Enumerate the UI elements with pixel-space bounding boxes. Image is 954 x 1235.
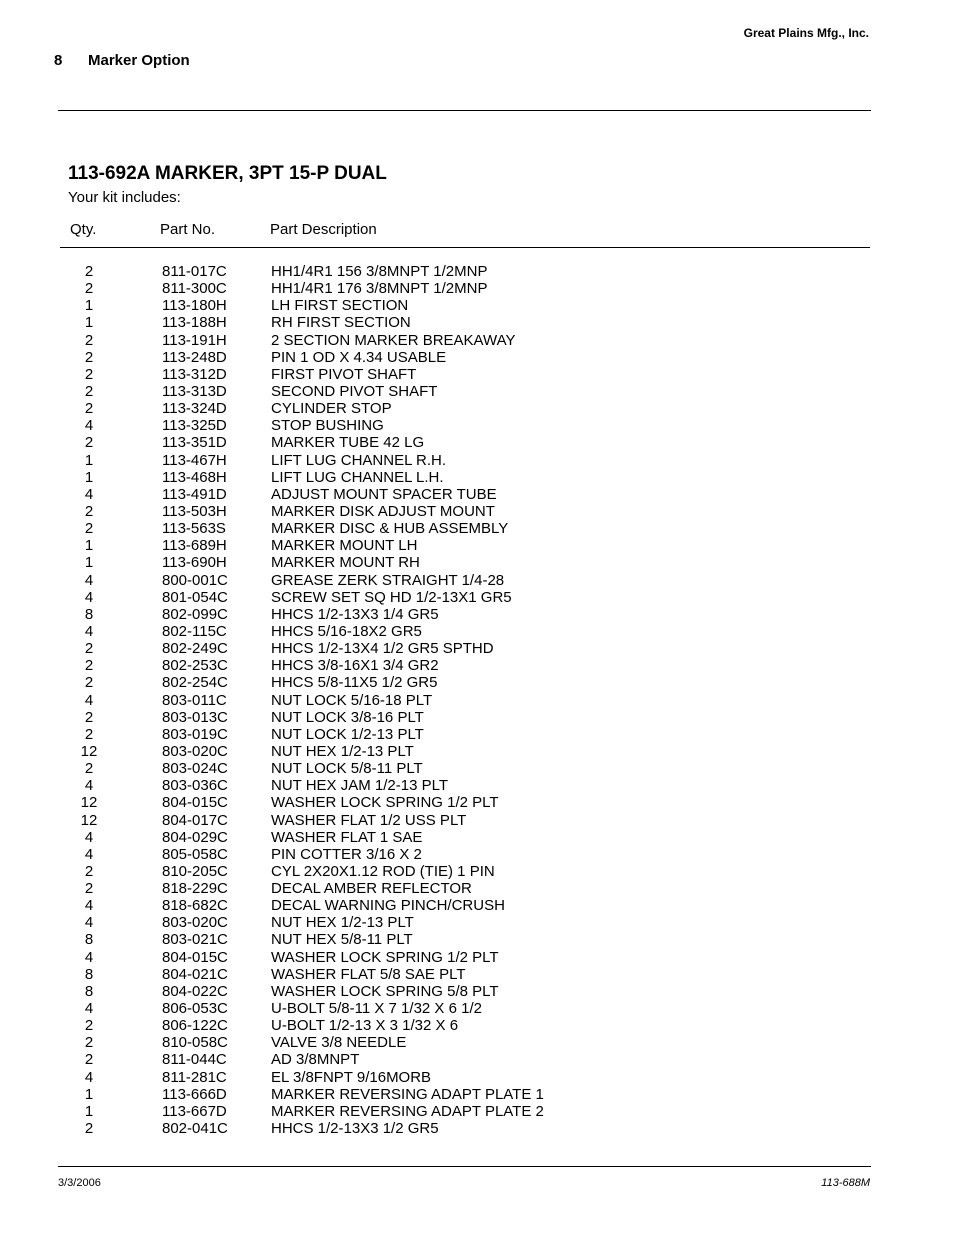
qty-cell: 1: [84, 537, 94, 555]
part-number-cell: 804-029C: [162, 828, 228, 846]
description-cell: MARKER TUBE 42 LG: [271, 434, 425, 452]
table-row: [0, 726, 954, 743]
table-row: [0, 503, 954, 520]
table-row: [0, 537, 954, 554]
qty-cell: 12: [80, 742, 98, 760]
description-cell: WASHER LOCK SPRING 1/2 PLT: [271, 794, 499, 812]
description-cell: CYL 2X20X1.12 ROD (TIE) 1 PIN: [271, 862, 495, 880]
description-cell: MARKER REVERSING ADAPT PLATE 1: [271, 1085, 544, 1103]
qty-cell: 1: [84, 1102, 94, 1120]
qty-cell: 4: [84, 691, 94, 709]
part-number-cell: 804-015C: [162, 948, 228, 966]
part-number-cell: 818-682C: [162, 897, 228, 915]
qty-cell: 12: [80, 811, 98, 829]
table-row: [0, 417, 954, 434]
column-header-qty: Qty.: [70, 221, 97, 238]
part-number-cell: 113-467H: [162, 451, 227, 469]
qty-cell: 2: [84, 280, 94, 298]
description-cell: HHCS 1/2-13X3 1/2 GR5: [271, 1120, 439, 1138]
part-number-cell: 804-022C: [162, 982, 228, 1000]
qty-cell: 4: [84, 485, 94, 503]
qty-cell: 1: [84, 451, 94, 469]
qty-cell: 8: [84, 982, 94, 1000]
part-number-cell: 113-324D: [162, 400, 227, 418]
part-number-cell: 810-058C: [162, 1034, 228, 1052]
description-cell: U-BOLT 1/2-13 X 3 1/32 X 6: [271, 1017, 459, 1035]
table-row: [0, 983, 954, 1000]
qty-cell: 4: [84, 417, 94, 435]
table-row: [0, 469, 954, 486]
description-cell: GREASE ZERK STRAIGHT 1/4-28: [271, 571, 505, 589]
part-number-cell: 113-191H: [162, 331, 227, 349]
part-number-cell: 113-188H: [162, 314, 227, 332]
kit-title: 113-692A MARKER, 3PT 15-P DUAL: [68, 163, 387, 184]
description-cell: RH FIRST SECTION: [271, 314, 411, 332]
part-number-cell: 113-313D: [162, 382, 227, 400]
table-row: [0, 931, 954, 948]
qty-cell: 4: [84, 897, 94, 915]
qty-cell: 4: [84, 914, 94, 932]
description-cell: WASHER FLAT 1 SAE: [271, 828, 423, 846]
part-number-cell: 803-024C: [162, 760, 228, 778]
table-row: [0, 400, 954, 417]
part-number-cell: 803-019C: [162, 725, 228, 743]
part-number-cell: 810-205C: [162, 862, 228, 880]
description-cell: HHCS 5/8-11X5 1/2 GR5: [271, 674, 438, 692]
table-row: [0, 263, 954, 280]
description-cell: WASHER FLAT 5/8 SAE PLT: [271, 965, 466, 983]
qty-cell: 4: [84, 571, 94, 589]
qty-cell: 2: [84, 434, 94, 452]
part-number-cell: 113-666D: [162, 1085, 227, 1103]
table-row: [0, 366, 954, 383]
description-cell: WASHER FLAT 1/2 USS PLT: [271, 811, 467, 829]
page-number: 8: [54, 52, 63, 69]
part-number-cell: 803-036C: [162, 777, 228, 795]
table-row: [0, 554, 954, 571]
table-row: [0, 863, 954, 880]
part-number-cell: 802-249C: [162, 640, 228, 658]
qty-cell: 2: [84, 674, 94, 692]
table-row: [0, 332, 954, 349]
description-cell: HHCS 1/2-13X4 1/2 GR5 SPTHD: [271, 640, 494, 658]
description-cell: NUT HEX 1/2-13 PLT: [271, 914, 414, 932]
description-cell: LIFT LUG CHANNEL R.H.: [271, 451, 447, 469]
qty-cell: 8: [84, 965, 94, 983]
description-cell: VALVE 3/8 NEEDLE: [271, 1034, 407, 1052]
column-header-description: Part Description: [270, 221, 377, 238]
part-number-cell: 802-099C: [162, 605, 228, 623]
description-cell: 2 SECTION MARKER BREAKAWAY: [271, 331, 516, 349]
part-number-cell: 811-044C: [162, 1051, 227, 1069]
part-number-cell: 113-491D: [162, 485, 227, 503]
part-number-cell: 113-248D: [162, 348, 227, 366]
description-cell: NUT HEX 1/2-13 PLT: [271, 742, 414, 760]
qty-cell: 4: [84, 777, 94, 795]
part-number-cell: 804-021C: [162, 965, 228, 983]
qty-cell: 2: [84, 1017, 94, 1035]
qty-cell: 2: [84, 400, 94, 418]
qty-cell: 2: [84, 365, 94, 383]
table-row: [0, 897, 954, 914]
table-row: [0, 1034, 954, 1051]
table-row: [0, 297, 954, 314]
qty-cell: 8: [84, 931, 94, 949]
kit-includes-label: Your kit includes:: [68, 189, 181, 206]
part-number-cell: 818-229C: [162, 880, 228, 898]
part-number-cell: 802-253C: [162, 657, 228, 675]
qty-cell: 1: [84, 1085, 94, 1103]
table-row: [0, 794, 954, 811]
table-row: [0, 846, 954, 863]
qty-cell: 2: [84, 760, 94, 778]
table-row: [0, 1120, 954, 1137]
part-number-cell: 804-015C: [162, 794, 228, 812]
part-number-cell: 802-254C: [162, 674, 228, 692]
description-cell: DECAL WARNING PINCH/CRUSH: [271, 897, 505, 915]
qty-cell: 1: [84, 468, 94, 486]
description-cell: NUT LOCK 5/16-18 PLT: [271, 691, 433, 709]
part-number-cell: 803-011C: [162, 691, 227, 709]
qty-cell: 2: [84, 348, 94, 366]
description-cell: LH FIRST SECTION: [271, 297, 409, 315]
table-row: [0, 1103, 954, 1120]
table-row: [0, 692, 954, 709]
qty-cell: 8: [84, 605, 94, 623]
description-cell: WASHER LOCK SPRING 5/8 PLT: [271, 982, 499, 1000]
qty-cell: 2: [84, 640, 94, 658]
description-cell: HHCS 3/8-16X1 3/4 GR2: [271, 657, 439, 675]
table-row: [0, 280, 954, 297]
description-cell: AD 3/8MNPT: [271, 1051, 360, 1069]
table-row: [0, 966, 954, 983]
footer-divider: [58, 1166, 871, 1167]
qty-cell: 1: [84, 554, 94, 572]
part-number-cell: 113-503H: [162, 502, 227, 520]
description-cell: WASHER LOCK SPRING 1/2 PLT: [271, 948, 499, 966]
qty-cell: 2: [84, 1034, 94, 1052]
part-number-cell: 113-667D: [162, 1102, 227, 1120]
qty-cell: 2: [84, 520, 94, 538]
qty-cell: 4: [84, 1068, 94, 1086]
part-number-cell: 113-689H: [162, 537, 227, 555]
description-cell: NUT LOCK 5/8-11 PLT: [271, 760, 423, 778]
qty-cell: 2: [84, 708, 94, 726]
table-row: [0, 520, 954, 537]
table-row: [0, 1069, 954, 1086]
table-header-divider: [60, 247, 870, 248]
table-row: [0, 349, 954, 366]
table-row: [0, 880, 954, 897]
qty-cell: 2: [84, 725, 94, 743]
qty-cell: 1: [84, 314, 94, 332]
qty-cell: 2: [84, 657, 94, 675]
qty-cell: 2: [84, 1051, 94, 1069]
part-number-cell: 113-690H: [162, 554, 227, 572]
table-row: [0, 760, 954, 777]
description-cell: HHCS 1/2-13X3 1/4 GR5: [271, 605, 439, 623]
part-number-cell: 811-300C: [162, 280, 227, 298]
table-row: [0, 623, 954, 640]
table-row: [0, 1017, 954, 1034]
company-name: Great Plains Mfg., Inc.: [743, 26, 869, 40]
description-cell: MARKER MOUNT LH: [271, 537, 418, 555]
table-row: [0, 829, 954, 846]
table-row: [0, 606, 954, 623]
description-cell: NUT LOCK 1/2-13 PLT: [271, 725, 424, 743]
table-row: [0, 486, 954, 503]
part-number-cell: 113-180H: [162, 297, 227, 315]
description-cell: MARKER DISC & HUB ASSEMBLY: [271, 520, 509, 538]
part-number-cell: 113-351D: [162, 434, 227, 452]
part-number-cell: 803-020C: [162, 914, 228, 932]
qty-cell: 4: [84, 622, 94, 640]
description-cell: CYLINDER STOP: [271, 400, 392, 418]
qty-cell: 4: [84, 845, 94, 863]
part-number-cell: 803-021C: [162, 931, 228, 949]
table-row: [0, 572, 954, 589]
footer-doc-number: 113-688M: [821, 1177, 870, 1189]
table-row: [0, 434, 954, 451]
description-cell: SECOND PIVOT SHAFT: [271, 382, 438, 400]
qty-cell: 4: [84, 948, 94, 966]
table-row: [0, 640, 954, 657]
description-cell: U-BOLT 5/8-11 X 7 1/32 X 6 1/2: [271, 1000, 482, 1018]
description-cell: MARKER MOUNT RH: [271, 554, 420, 572]
description-cell: FIRST PIVOT SHAFT: [271, 365, 417, 383]
description-cell: DECAL AMBER REFLECTOR: [271, 880, 472, 898]
table-row: [0, 383, 954, 400]
table-row: [0, 743, 954, 760]
qty-cell: 1: [84, 297, 94, 315]
table-row: [0, 777, 954, 794]
qty-cell: 2: [84, 502, 94, 520]
table-row: [0, 812, 954, 829]
part-number-cell: 803-013C: [162, 708, 228, 726]
qty-cell: 2: [84, 1120, 94, 1138]
table-row: [0, 1086, 954, 1103]
qty-cell: 2: [84, 382, 94, 400]
table-row: [0, 674, 954, 691]
qty-cell: 2: [84, 862, 94, 880]
part-number-cell: 805-058C: [162, 845, 228, 863]
description-cell: NUT HEX 5/8-11 PLT: [271, 931, 413, 949]
footer-date: 3/3/2006: [58, 1177, 101, 1189]
part-number-cell: 801-054C: [162, 588, 228, 606]
description-cell: ADJUST MOUNT SPACER TUBE: [271, 485, 497, 503]
table-row: [0, 657, 954, 674]
part-number-cell: 811-281C: [162, 1068, 227, 1086]
part-number-cell: 803-020C: [162, 742, 228, 760]
part-number-cell: 800-001C: [162, 571, 228, 589]
description-cell: NUT LOCK 3/8-16 PLT: [271, 708, 424, 726]
qty-cell: 2: [84, 263, 94, 280]
part-number-cell: 811-017C: [162, 263, 227, 280]
part-number-cell: 113-312D: [162, 365, 227, 383]
table-row: [0, 709, 954, 726]
part-number-cell: 804-017C: [162, 811, 228, 829]
table-row: [0, 914, 954, 931]
section-title: Marker Option: [88, 52, 190, 69]
description-cell: NUT HEX JAM 1/2-13 PLT: [271, 777, 448, 795]
description-cell: MARKER REVERSING ADAPT PLATE 2: [271, 1102, 544, 1120]
qty-cell: 4: [84, 828, 94, 846]
description-cell: MARKER DISK ADJUST MOUNT: [271, 502, 495, 520]
column-header-part-no: Part No.: [160, 221, 216, 238]
part-number-cell: 802-115C: [162, 622, 227, 640]
part-number-cell: 113-325D: [162, 417, 227, 435]
description-cell: LIFT LUG CHANNEL L.H.: [271, 468, 444, 486]
part-number-cell: 113-468H: [162, 468, 227, 486]
part-number-cell: 113-563S: [162, 520, 226, 538]
table-row: [0, 949, 954, 966]
description-cell: PIN 1 OD X 4.34 USABLE: [271, 348, 447, 366]
qty-cell: 4: [84, 1000, 94, 1018]
parts-list: [0, 263, 954, 1137]
description-cell: HH1/4R1 176 3/8MNPT 1/2MNP: [271, 280, 488, 298]
description-cell: EL 3/8FNPT 9/16MORB: [271, 1068, 432, 1086]
table-row: [0, 1000, 954, 1017]
part-number-cell: 802-041C: [162, 1120, 228, 1138]
qty-cell: 12: [80, 794, 98, 812]
qty-cell: 2: [84, 880, 94, 898]
part-number-cell: 806-122C: [162, 1017, 228, 1035]
description-cell: SCREW SET SQ HD 1/2-13X1 GR5: [271, 588, 512, 606]
table-row: [0, 452, 954, 469]
description-cell: STOP BUSHING: [271, 417, 384, 435]
table-row: [0, 1051, 954, 1068]
qty-cell: 2: [84, 331, 94, 349]
qty-cell: 4: [84, 588, 94, 606]
header-divider: [58, 110, 871, 111]
table-row: [0, 589, 954, 606]
table-row: [0, 314, 954, 331]
description-cell: PIN COTTER 3/16 X 2: [271, 845, 422, 863]
description-cell: HHCS 5/16-18X2 GR5: [271, 622, 422, 640]
description-cell: HH1/4R1 156 3/8MNPT 1/2MNP: [271, 263, 488, 280]
part-number-cell: 806-053C: [162, 1000, 228, 1018]
